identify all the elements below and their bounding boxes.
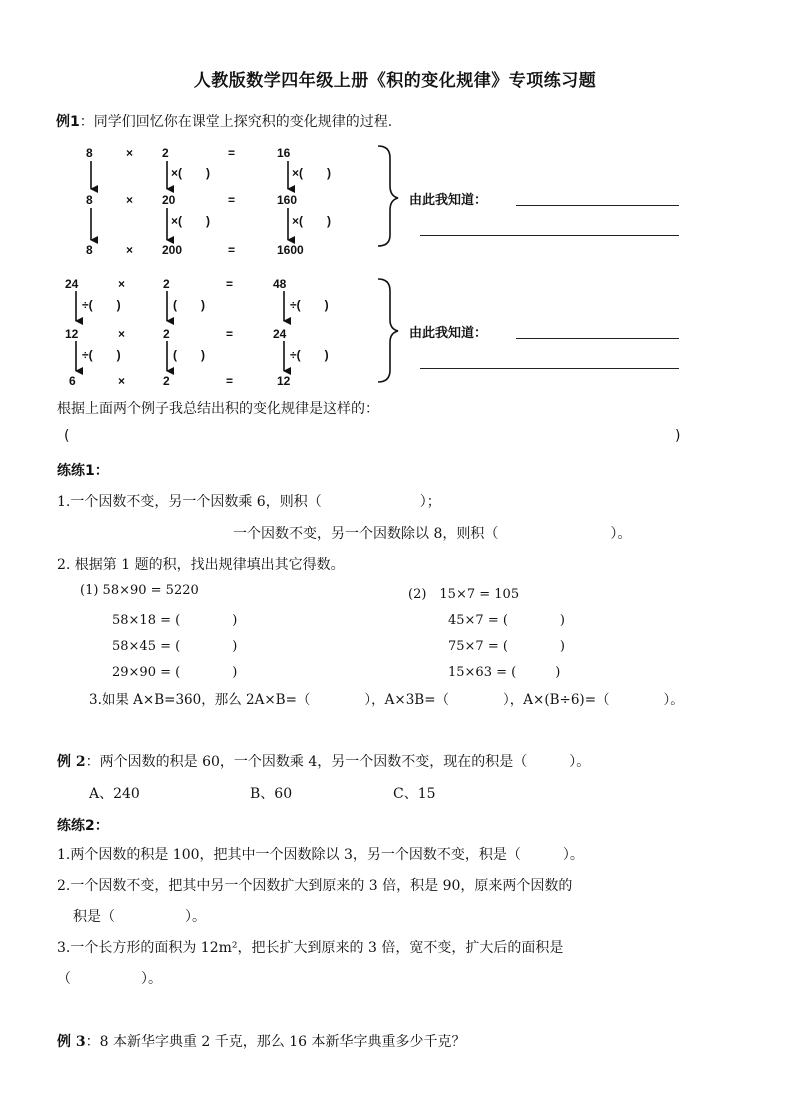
- practice2-q1: 1.两个因数的积是 100，把其中一个因数除以 3，另一个因数不变，积是（ ）。: [57, 847, 584, 863]
- example1-label: 例1: [56, 114, 80, 130]
- summary-open-paren: (: [64, 428, 70, 444]
- diagram-operator: =: [226, 277, 234, 291]
- example2-label: 例 2: [57, 754, 86, 770]
- diagram-number: 200: [162, 243, 183, 257]
- practice1-col2-row: 45×7 = ( ): [448, 613, 566, 628]
- multiplier-blank: ×( ): [292, 166, 332, 180]
- example2-heading: [57, 751, 590, 771]
- practice1-q2: 2. 根据第 1 题的积，找出规律填出其它得数。: [57, 557, 345, 573]
- practice1-col2-row: (2) 15×7 = 105: [408, 587, 520, 602]
- practice1-col2-row: 15×63 = ( ): [448, 665, 561, 680]
- divisor-blank: ÷( ): [82, 348, 121, 362]
- diagram-number: 8: [86, 193, 93, 207]
- diagram-number: 8: [86, 146, 93, 160]
- answer-line[interactable]: [420, 368, 679, 369]
- divisor-blank: ÷( ): [82, 298, 121, 312]
- option-c[interactable]: C、15: [393, 786, 436, 802]
- practice2-q2a: 2.一个因数不变，把其中另一个因数扩大到原来的 3 倍，积是 90，原来两个因数的: [57, 878, 573, 894]
- answer-line[interactable]: [420, 235, 679, 236]
- practice2-q3b: （ ）。: [57, 971, 162, 987]
- factor-blank: ( ): [173, 348, 205, 362]
- example3-label: 例 3: [57, 1034, 86, 1050]
- diagram-number: 2: [162, 146, 169, 160]
- diagram-operator: ×: [118, 327, 126, 341]
- practice2-q2b: 积是（ ）。: [73, 909, 206, 925]
- multiplier-blank: ×( ): [171, 166, 211, 180]
- diagram-operator: ×: [126, 146, 134, 160]
- diagram-operator: ×: [118, 277, 126, 291]
- diagram-number: 20: [162, 193, 176, 207]
- divisor-blank: ÷( ): [290, 348, 329, 362]
- diagram-number: 12: [277, 374, 291, 388]
- diagram-number: 12: [65, 327, 79, 341]
- factor-blank: ( ): [173, 298, 205, 312]
- option-a[interactable]: A、240: [89, 786, 140, 802]
- multiplier-blank: ×( ): [171, 214, 211, 228]
- diagram-operator: ×: [126, 243, 134, 257]
- diagram-number: 1600: [277, 243, 304, 257]
- summary-text: 根据上面两个例子我总结出积的变化规律是这样的：: [57, 401, 379, 417]
- diagram-number: 16: [277, 146, 291, 160]
- option-b[interactable]: B、60: [250, 786, 293, 802]
- diagram-number: 160: [277, 193, 298, 207]
- diagram-operator: =: [226, 374, 234, 388]
- diagram-operator: ×: [118, 374, 126, 388]
- diagram-operator: =: [228, 146, 236, 160]
- brace-icon: [378, 146, 398, 246]
- practice1-col1-row: 29×90 = ( ): [112, 665, 238, 680]
- diagram-number: 8: [86, 243, 93, 257]
- page-title: 人教版数学四年级上册《积的变化规律》专项练习题: [193, 71, 597, 91]
- diagram-number: 2: [163, 374, 170, 388]
- practice1-col1-row: 58×18 = ( ): [112, 613, 238, 628]
- diagram-number: 6: [69, 374, 76, 388]
- diagram-operator: =: [228, 193, 236, 207]
- answer-line[interactable]: [516, 205, 679, 206]
- diagram-number: 2: [163, 277, 170, 291]
- practice1-col1-row: (1) 58×90 = 5220: [80, 583, 199, 598]
- summary-close-paren: ): [675, 428, 681, 444]
- diagram-operator: ×: [126, 193, 134, 207]
- practice1-q1a: 1.一个因数不变，另一个因数乘 6，则积（ ）；: [57, 494, 441, 510]
- practice1-col2-row: 75×7 = ( ): [448, 639, 566, 654]
- practice1-label: 练练1：: [57, 463, 109, 479]
- diagram-operator: =: [226, 327, 234, 341]
- answer-line[interactable]: [516, 338, 679, 339]
- example3-text: ：8 本新华字典重 2 千克，那么 16 本新华字典重多少千克？: [85, 1034, 466, 1050]
- know-label: 由此我知道：: [409, 193, 488, 208]
- know-label: 由此我知道：: [409, 326, 488, 341]
- practice1-col1-row: 58×45 = ( ): [112, 639, 238, 654]
- diagram-operator: =: [228, 243, 236, 257]
- practice2-label: 练练2：: [57, 818, 109, 834]
- example3-heading: [57, 1031, 466, 1051]
- diagram-number: 24: [273, 327, 287, 341]
- diagram-number: 2: [163, 327, 170, 341]
- brace-icon: [378, 279, 398, 382]
- multiplier-blank: ×( ): [292, 214, 332, 228]
- practice2-q3a: 3.一个长方形的面积为 12m²，把长扩大到原来的 3 倍，宽不变，扩大后的面积是: [57, 940, 564, 956]
- divisor-blank: ÷( ): [290, 298, 329, 312]
- diagram-number: 48: [273, 277, 287, 291]
- practice1-q1b: 一个因数不变，另一个因数除以 8，则积（ ）。: [233, 526, 632, 542]
- example1-text: ：同学们回忆你在课堂上探究积的变化规律的过程.: [79, 114, 393, 130]
- practice1-q3: 3.如果 A×B=360，那么 2A×B=（ ），A×3B=（ ），A×(B÷6)=（ ）。: [89, 692, 684, 708]
- example2-text: ：两个因数的积是 60，一个因数乘 4，另一个因数不变，现在的积是（ ）。: [85, 754, 591, 770]
- diagram-number: 24: [65, 277, 79, 291]
